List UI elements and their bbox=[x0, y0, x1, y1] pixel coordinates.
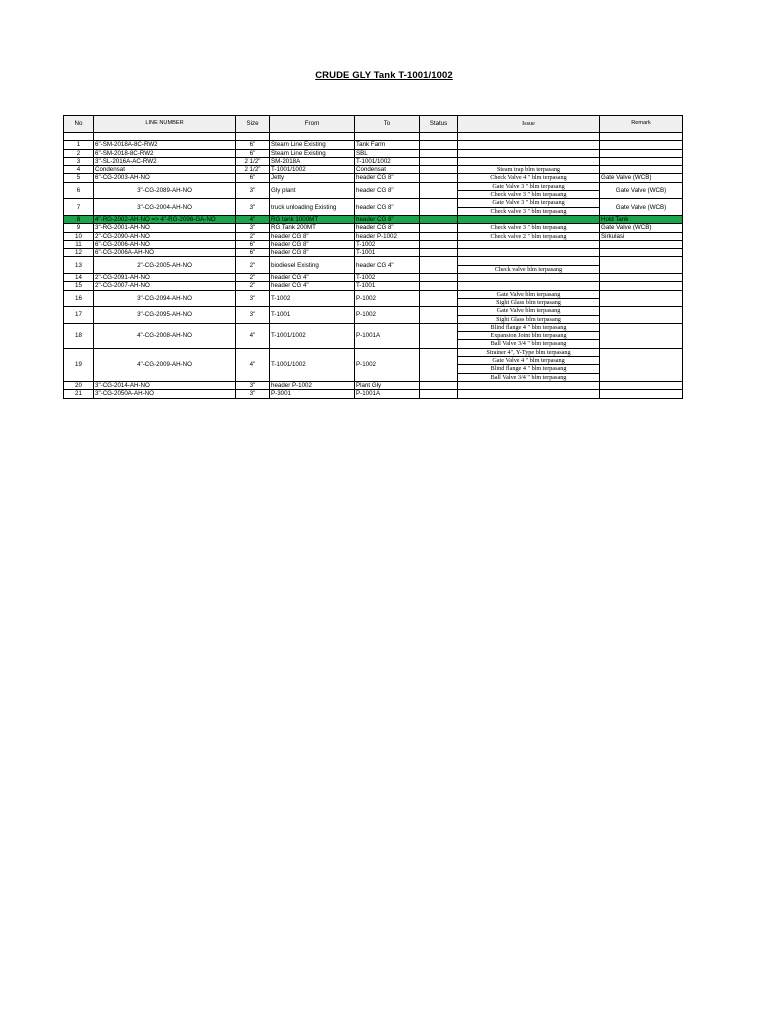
header-status: Status bbox=[420, 116, 458, 133]
cell-from: header CG 8" bbox=[270, 240, 355, 248]
cell-no: 16 bbox=[64, 290, 94, 307]
cell-to: header CG 8" bbox=[355, 182, 420, 199]
cell-issue bbox=[458, 390, 600, 398]
cell-status bbox=[420, 323, 458, 348]
cell-remark bbox=[600, 141, 683, 149]
cell-no: 11 bbox=[64, 240, 94, 248]
cell-remark bbox=[600, 257, 683, 274]
cell-status bbox=[420, 381, 458, 389]
cell-status bbox=[420, 157, 458, 165]
cell-issue: Blind flange 4 " blm terpasang bbox=[458, 365, 600, 373]
cell-issue: Gate Valve blm terpasang bbox=[458, 290, 600, 298]
cell-remark: Hold Tank bbox=[600, 215, 683, 223]
cell-to: P-1002 bbox=[355, 307, 420, 324]
cell-remark bbox=[600, 157, 683, 165]
cell-status bbox=[420, 224, 458, 232]
cell-line-number: 4"-RG-2002-AH-NO => 4"-RG-2096-GA-NO bbox=[94, 215, 236, 223]
cell-status bbox=[420, 249, 458, 257]
cell-issue: Strainer 4", Y-Type blm terpasang bbox=[458, 348, 600, 356]
cell-size: 4" bbox=[236, 215, 270, 223]
cell-status bbox=[420, 390, 458, 398]
cell bbox=[94, 133, 236, 141]
cell-from: Steam Line Existing bbox=[270, 149, 355, 157]
cell-no: 8 bbox=[64, 215, 94, 223]
cell-issue: Check Valve 4 " blm terpasang bbox=[458, 174, 600, 182]
cell-issue: Ball Valve 3/4 " blm terpasang bbox=[458, 373, 600, 381]
cell-issue: Gate Valve 3 " blm terpasang bbox=[458, 182, 600, 190]
cell-to: T-1002 bbox=[355, 240, 420, 248]
cell-size: 2" bbox=[236, 282, 270, 290]
cell-no: 4 bbox=[64, 166, 94, 174]
cell-status bbox=[420, 174, 458, 182]
cell-from: T-1001/1002 bbox=[270, 348, 355, 381]
cell-from: T-1001/1002 bbox=[270, 323, 355, 348]
table-row bbox=[64, 257, 683, 265]
cell-status bbox=[420, 182, 458, 199]
cell bbox=[458, 133, 600, 141]
cell-from: RG Tank 200MT bbox=[270, 224, 355, 232]
cell bbox=[600, 133, 683, 141]
cell-no: 15 bbox=[64, 282, 94, 290]
sheet-title: CRUDE GLY Tank T-1001/1002 bbox=[315, 70, 453, 81]
header-from: From bbox=[270, 116, 355, 133]
table-row bbox=[64, 282, 683, 290]
cell-remark bbox=[600, 240, 683, 248]
cell-remark bbox=[600, 249, 683, 257]
cell-no: 7 bbox=[64, 199, 94, 216]
cell-to: header CG 4" bbox=[355, 257, 420, 274]
cell-to: header CG 8" bbox=[355, 174, 420, 182]
cell-to: header CG 8" bbox=[355, 199, 420, 216]
cell-line-number: 3"-CG-2014-AH-NO bbox=[94, 381, 236, 389]
cell-line-number: Condensat bbox=[94, 166, 236, 174]
table-row bbox=[64, 232, 683, 240]
cell-line-number: 6"-CG-2006A-AH-NO bbox=[94, 249, 236, 257]
cell-to: SBL bbox=[355, 149, 420, 157]
cell-from: T-1001/1002 bbox=[270, 166, 355, 174]
cell-line-number: 6"-CG-2003-AH-NO bbox=[94, 174, 236, 182]
cell-no: 9 bbox=[64, 224, 94, 232]
cell-size: 6" bbox=[236, 249, 270, 257]
cell-to: header CG 8" bbox=[355, 215, 420, 223]
cell-issue: Blind flange 4 " blm terpasang bbox=[458, 323, 600, 331]
cell-status bbox=[420, 307, 458, 324]
cell-issue: Steam trap blm terpasang bbox=[458, 166, 600, 174]
cell-issue bbox=[458, 149, 600, 157]
header-size: Size bbox=[236, 116, 270, 133]
cell-line-number: 4"-CG-2009-AH-NO bbox=[94, 348, 236, 381]
table-row bbox=[64, 307, 683, 315]
table-row bbox=[64, 240, 683, 248]
table-row bbox=[64, 182, 683, 190]
cell-line-number: 4"-CG-2008-AH-NO bbox=[94, 323, 236, 348]
cell-from: header P-1002 bbox=[270, 381, 355, 389]
cell-no: 12 bbox=[64, 249, 94, 257]
cell-from: SM-2018A bbox=[270, 157, 355, 165]
cell-status bbox=[420, 257, 458, 274]
cell-from: Jetty bbox=[270, 174, 355, 182]
table-row bbox=[64, 390, 683, 398]
cell-status bbox=[420, 141, 458, 149]
cell-to: Plant Gly bbox=[355, 381, 420, 389]
cell-to: T-1001 bbox=[355, 282, 420, 290]
cell-remark bbox=[600, 282, 683, 290]
cell bbox=[236, 133, 270, 141]
cell-line-number: 3"-CG-2004-AH-NO bbox=[94, 199, 236, 216]
cell-to: Tank Farm bbox=[355, 141, 420, 149]
header-line-number: LINE NUMBER bbox=[94, 116, 236, 133]
cell-issue bbox=[458, 157, 600, 165]
blank-row bbox=[64, 133, 683, 141]
table-row bbox=[64, 224, 683, 232]
cell-size: 6" bbox=[236, 174, 270, 182]
cell-to: header P-1002 bbox=[355, 232, 420, 240]
cell-issue: Ball Valve 3/4 " blm terpasang bbox=[458, 340, 600, 348]
cell-issue: Sight Glass blm terpasang bbox=[458, 315, 600, 323]
cell-remark: Gate Valve (WCB) bbox=[600, 174, 683, 182]
cell-issue: Check valve blm terpasang bbox=[458, 265, 600, 273]
cell-status bbox=[420, 149, 458, 157]
cell-remark bbox=[600, 323, 683, 348]
cell-size: 2" bbox=[236, 232, 270, 240]
cell-remark bbox=[600, 166, 683, 174]
cell-size: 3" bbox=[236, 390, 270, 398]
header-remark: Remark bbox=[600, 116, 683, 133]
table-row bbox=[64, 157, 683, 165]
table-row bbox=[64, 166, 683, 174]
cell-issue bbox=[458, 215, 600, 223]
cell-line-number: 3"-CG-2094-AH-NO bbox=[94, 290, 236, 307]
cell-remark: Gate Valve (WCB) bbox=[600, 224, 683, 232]
cell-to: P-1001A bbox=[355, 390, 420, 398]
cell-issue bbox=[458, 282, 600, 290]
cell-from: P-3001 bbox=[270, 390, 355, 398]
cell-to: T-1002 bbox=[355, 274, 420, 282]
cell-size: 6" bbox=[236, 149, 270, 157]
cell-remark bbox=[600, 390, 683, 398]
cell-size: 4" bbox=[236, 348, 270, 381]
cell-to: P-1002 bbox=[355, 348, 420, 381]
cell-to: header CG 8" bbox=[355, 224, 420, 232]
cell-line-number: 3"-CG-2089-AH-NO bbox=[94, 182, 236, 199]
cell-remark: Gate Valve (WCB) bbox=[600, 199, 683, 216]
cell-no: 18 bbox=[64, 323, 94, 348]
cell-status bbox=[420, 215, 458, 223]
cell-size: 6" bbox=[236, 240, 270, 248]
cell-remark: Sirkulasi bbox=[600, 232, 683, 240]
cell-issue: Check valve 2 " blm terpasang bbox=[458, 232, 600, 240]
cell-no: 21 bbox=[64, 390, 94, 398]
cell-issue: Gate Valve 3 " blm terpasang bbox=[458, 199, 600, 207]
cell-to: P-1001A bbox=[355, 323, 420, 348]
cell bbox=[64, 133, 94, 141]
table-row bbox=[64, 149, 683, 157]
cell-size: 3" bbox=[236, 224, 270, 232]
cell-issue bbox=[458, 381, 600, 389]
cell-status bbox=[420, 232, 458, 240]
cell-issue bbox=[458, 249, 600, 257]
cell-size: 2 1/2" bbox=[236, 166, 270, 174]
cell-issue: Expansion Joint blm terpasang bbox=[458, 332, 600, 340]
cell-from: T-1002 bbox=[270, 290, 355, 307]
cell-size: 6" bbox=[236, 141, 270, 149]
cell-line-number: 3"-CG-2095-AH-NO bbox=[94, 307, 236, 324]
cell-issue: Check valve 3 " blm terpasang bbox=[458, 191, 600, 199]
cell-from: T-1001 bbox=[270, 307, 355, 324]
cell-remark bbox=[600, 149, 683, 157]
cell-status bbox=[420, 274, 458, 282]
cell-no: 6 bbox=[64, 182, 94, 199]
cell-to: T-1001 bbox=[355, 249, 420, 257]
cell-from: truck unloading Existing bbox=[270, 199, 355, 216]
cell-status bbox=[420, 199, 458, 216]
cell-no: 10 bbox=[64, 232, 94, 240]
cell-status bbox=[420, 240, 458, 248]
cell-size: 3" bbox=[236, 182, 270, 199]
table-row bbox=[64, 274, 683, 282]
cell bbox=[270, 133, 355, 141]
cell-no: 17 bbox=[64, 307, 94, 324]
header-no: No bbox=[64, 116, 94, 133]
cell-remark bbox=[600, 381, 683, 389]
cell-line-number: 2"-CG-2007-AH-NO bbox=[94, 282, 236, 290]
cell-from: header CG 4" bbox=[270, 282, 355, 290]
cell-no: 2 bbox=[64, 149, 94, 157]
cell-to: P-1002 bbox=[355, 290, 420, 307]
cell-remark bbox=[600, 290, 683, 307]
cell-issue: Check valve 3 " blm terpasang bbox=[458, 224, 600, 232]
cell-no: 1 bbox=[64, 141, 94, 149]
cell-status bbox=[420, 348, 458, 381]
cell-size: 2" bbox=[236, 257, 270, 274]
cell-line-number: 6"-SM-2018A-8C-RW2 bbox=[94, 141, 236, 149]
cell-issue bbox=[458, 257, 600, 265]
cell-issue: Gate Valve blm terpasang bbox=[458, 307, 600, 315]
cell-issue bbox=[458, 141, 600, 149]
cell-no: 20 bbox=[64, 381, 94, 389]
cell-issue: Sight Glass blm terpasang bbox=[458, 298, 600, 306]
cell-from: header CG 8" bbox=[270, 232, 355, 240]
cell-line-number: 3"-SL-2016A-AC-RW2 bbox=[94, 157, 236, 165]
cell-no: 19 bbox=[64, 348, 94, 381]
cell-from: biodiesel Existing bbox=[270, 257, 355, 274]
cell-remark: Gate Valve (WCB) bbox=[600, 182, 683, 199]
cell-no: 3 bbox=[64, 157, 94, 165]
header-row bbox=[64, 116, 683, 133]
cell-no: 13 bbox=[64, 257, 94, 274]
line-list-table bbox=[63, 115, 683, 399]
header-to: To bbox=[355, 116, 420, 133]
cell-issue: Check valve 3 " blm terpasang bbox=[458, 207, 600, 215]
cell-status bbox=[420, 166, 458, 174]
cell-status bbox=[420, 282, 458, 290]
table-row bbox=[64, 174, 683, 182]
cell-line-number: 3"-RG-2001-AH-NO bbox=[94, 224, 236, 232]
cell-remark bbox=[600, 307, 683, 324]
table-row bbox=[64, 249, 683, 257]
cell-to: Condensat bbox=[355, 166, 420, 174]
cell-from: header CG 4" bbox=[270, 274, 355, 282]
cell-from: header CG 8" bbox=[270, 249, 355, 257]
cell-line-number: 6"-SM-2018-8C-RW2 bbox=[94, 149, 236, 157]
cell-line-number: 2"-CG-2091-AH-NO bbox=[94, 274, 236, 282]
cell bbox=[420, 133, 458, 141]
cell-size: 3" bbox=[236, 290, 270, 307]
cell-no: 14 bbox=[64, 274, 94, 282]
table-row bbox=[64, 199, 683, 207]
cell-line-number: 2"-CG-2005-AH-NO bbox=[94, 257, 236, 274]
cell-to: T-1001/1002 bbox=[355, 157, 420, 165]
cell-size: 2 1/2" bbox=[236, 157, 270, 165]
cell-issue: Gate Valve 4 " blm terpasang bbox=[458, 357, 600, 365]
table-row bbox=[64, 290, 683, 298]
table-row bbox=[64, 348, 683, 356]
cell-from: Steam Line Existing bbox=[270, 141, 355, 149]
table-row bbox=[64, 381, 683, 389]
cell-size: 3" bbox=[236, 199, 270, 216]
cell-size: 2" bbox=[236, 274, 270, 282]
cell bbox=[355, 133, 420, 141]
cell-size: 4" bbox=[236, 323, 270, 348]
cell-from: RG tank 1000MT bbox=[270, 215, 355, 223]
cell-size: 3" bbox=[236, 381, 270, 389]
cell-remark bbox=[600, 274, 683, 282]
cell-line-number: 2"-CG-2090-AH-NO bbox=[94, 232, 236, 240]
header-issue: Issue bbox=[458, 116, 600, 133]
table-row bbox=[64, 141, 683, 149]
cell-line-number: 6"-CG-2006-AH-NO bbox=[94, 240, 236, 248]
cell-size: 3" bbox=[236, 307, 270, 324]
table-row bbox=[64, 323, 683, 331]
cell-status bbox=[420, 290, 458, 307]
cell-from: Gly plant bbox=[270, 182, 355, 199]
cell-issue bbox=[458, 274, 600, 282]
table-row bbox=[64, 215, 683, 223]
cell-no: 5 bbox=[64, 174, 94, 182]
cell-remark bbox=[600, 348, 683, 381]
cell-line-number: 3"-CG-2050A-AH-NO bbox=[94, 390, 236, 398]
cell-issue bbox=[458, 240, 600, 248]
